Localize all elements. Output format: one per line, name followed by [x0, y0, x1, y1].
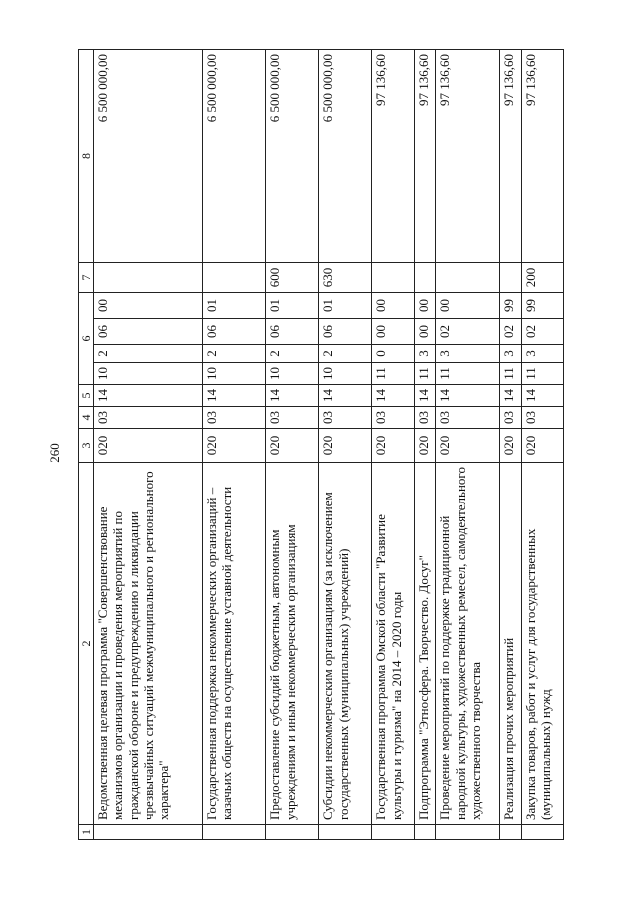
budget-table — [78, 49, 564, 840]
code-col-3: 020 — [266, 429, 319, 463]
amount-col-8: 97 136,60 — [372, 50, 414, 263]
num-col-1 — [499, 825, 521, 840]
code-col-5: 14 — [319, 385, 372, 407]
code-col-3: 020 — [372, 429, 414, 463]
amount-col-8: 97 136,60 — [414, 50, 436, 263]
table-row — [202, 50, 266, 840]
code-col-5: 14 — [266, 385, 319, 407]
table-row — [266, 50, 319, 840]
code-col-3: 020 — [94, 429, 202, 463]
row-name: Субсидии некоммерческим организациям (за исключением государственных (муниципальных) учреждений) — [319, 463, 372, 825]
header-col-4: 4 — [79, 407, 94, 429]
code-col-5: 14 — [436, 385, 500, 407]
code-col-6a: 11 — [521, 363, 563, 385]
header-col-2: 2 — [79, 463, 94, 825]
code-col-4: 03 — [521, 407, 563, 429]
code-col-6a: 11 — [436, 363, 500, 385]
code-col-7 — [94, 263, 202, 293]
code-col-6a: 11 — [414, 363, 436, 385]
code-col-5: 14 — [521, 385, 563, 407]
row-name: Реализация прочих мероприятий — [499, 463, 521, 825]
amount-col-8: 97 136,60 — [436, 50, 500, 263]
code-col-3: 020 — [414, 429, 436, 463]
code-col-6d: 00 — [94, 293, 202, 319]
code-col-4: 03 — [266, 407, 319, 429]
code-col-7 — [202, 263, 266, 293]
code-col-6c: 00 — [372, 319, 414, 345]
num-col-1 — [372, 825, 414, 840]
amount-col-8: 6 500 000,00 — [319, 50, 372, 263]
code-col-4: 03 — [499, 407, 521, 429]
header-col-5: 5 — [79, 385, 94, 407]
row-name: Государственная поддержка некоммерческих организаций – казачьих обществ на осуществление уставной деятельности — [202, 463, 266, 825]
code-col-6d: 99 — [521, 293, 563, 319]
code-col-6b: 3 — [414, 345, 436, 363]
code-col-7: 630 — [319, 263, 372, 293]
num-col-1 — [521, 825, 563, 840]
amount-col-8: 97 136,60 — [521, 50, 563, 263]
code-col-6d: 00 — [436, 293, 500, 319]
header-col-3: 3 — [79, 429, 94, 463]
code-col-4: 03 — [94, 407, 202, 429]
code-col-5: 14 — [372, 385, 414, 407]
code-col-6b: 0 — [372, 345, 414, 363]
table-row — [521, 50, 563, 840]
code-col-3: 020 — [319, 429, 372, 463]
table-row — [436, 50, 500, 840]
code-col-6c: 06 — [319, 319, 372, 345]
header-col-6: 6 — [79, 293, 94, 385]
code-col-5: 14 — [94, 385, 202, 407]
code-col-5: 14 — [414, 385, 436, 407]
amount-col-8: 6 500 000,00 — [202, 50, 266, 263]
code-col-4: 03 — [436, 407, 500, 429]
code-col-4: 03 — [372, 407, 414, 429]
code-col-6a: 10 — [94, 363, 202, 385]
code-col-6d: 00 — [372, 293, 414, 319]
code-col-6b: 3 — [436, 345, 500, 363]
code-col-3: 020 — [499, 429, 521, 463]
code-col-6c: 02 — [521, 319, 563, 345]
code-col-6b: 3 — [521, 345, 563, 363]
num-col-1 — [202, 825, 266, 840]
num-col-1 — [266, 825, 319, 840]
code-col-6b: 2 — [319, 345, 372, 363]
num-col-1 — [414, 825, 436, 840]
code-col-6c: 02 — [499, 319, 521, 345]
header-col-1: 1 — [79, 825, 94, 840]
code-col-5: 14 — [499, 385, 521, 407]
table-row — [319, 50, 372, 840]
table-body — [94, 50, 564, 840]
row-name: Государственная программа Омской области "Развитие культуры и туризма" на 2014 – 2020 годы — [372, 463, 414, 825]
amount-col-8: 6 500 000,00 — [94, 50, 202, 263]
code-col-6c: 06 — [202, 319, 266, 345]
code-col-4: 03 — [319, 407, 372, 429]
code-col-6d: 00 — [414, 293, 436, 319]
row-name: Предоставление субсидий бюджетным, автономным учреждениям и иным некоммерческим организациям — [266, 463, 319, 825]
table-row — [499, 50, 521, 840]
code-col-3: 020 — [202, 429, 266, 463]
code-col-6b: 3 — [499, 345, 521, 363]
code-col-6c: 06 — [266, 319, 319, 345]
code-col-6b: 2 — [266, 345, 319, 363]
code-col-4: 03 — [202, 407, 266, 429]
code-col-3: 020 — [436, 429, 500, 463]
amount-col-8: 97 136,60 — [499, 50, 521, 263]
code-col-7 — [414, 263, 436, 293]
num-col-1 — [94, 825, 202, 840]
code-col-6b: 2 — [202, 345, 266, 363]
amount-col-8: 6 500 000,00 — [266, 50, 319, 263]
code-col-6b: 2 — [94, 345, 202, 363]
code-col-6a: 10 — [202, 363, 266, 385]
code-col-7 — [372, 263, 414, 293]
code-col-6d: 01 — [202, 293, 266, 319]
code-col-6a: 11 — [499, 363, 521, 385]
table-header-row — [79, 50, 94, 840]
code-col-5: 14 — [202, 385, 266, 407]
code-col-7 — [499, 263, 521, 293]
num-col-1 — [436, 825, 500, 840]
table-row — [414, 50, 436, 840]
code-col-6c: 02 — [436, 319, 500, 345]
code-col-6d: 99 — [499, 293, 521, 319]
page-number: 260 — [47, 443, 62, 463]
row-name: Проведение мероприятий по поддержке традиционной народной культуры, художественных ремесел, самодеятельного художественного творчества — [436, 463, 500, 825]
code-col-7: 600 — [266, 263, 319, 293]
code-col-6c: 00 — [414, 319, 436, 345]
code-col-6d: 01 — [319, 293, 372, 319]
code-col-6d: 01 — [266, 293, 319, 319]
code-col-6a: 10 — [266, 363, 319, 385]
row-name: Ведомственная целевая программа "Совершенствование механизмов организации и проведения мероприятий по гражданской обороне и предупреждению и ликвидации чрезвычайных ситуаций межмуниципального и регионального характера" — [94, 463, 202, 825]
header-col-7: 7 — [79, 263, 94, 293]
code-col-6a: 10 — [319, 363, 372, 385]
code-col-6c: 06 — [94, 319, 202, 345]
code-col-3: 020 — [521, 429, 563, 463]
header-col-8: 8 — [79, 50, 94, 263]
table-row — [372, 50, 414, 840]
code-col-7: 200 — [521, 263, 563, 293]
table-row — [94, 50, 202, 840]
row-name: Закупка товаров, работ и услуг для государственных (муниципальных) нужд — [521, 463, 563, 825]
code-col-4: 03 — [414, 407, 436, 429]
rotated-table-wrapper — [78, 50, 564, 840]
code-col-6a: 11 — [372, 363, 414, 385]
row-name: Подпрограмма "Этносфера. Творчество. Досуг" — [414, 463, 436, 825]
num-col-1 — [319, 825, 372, 840]
code-col-7 — [436, 263, 500, 293]
